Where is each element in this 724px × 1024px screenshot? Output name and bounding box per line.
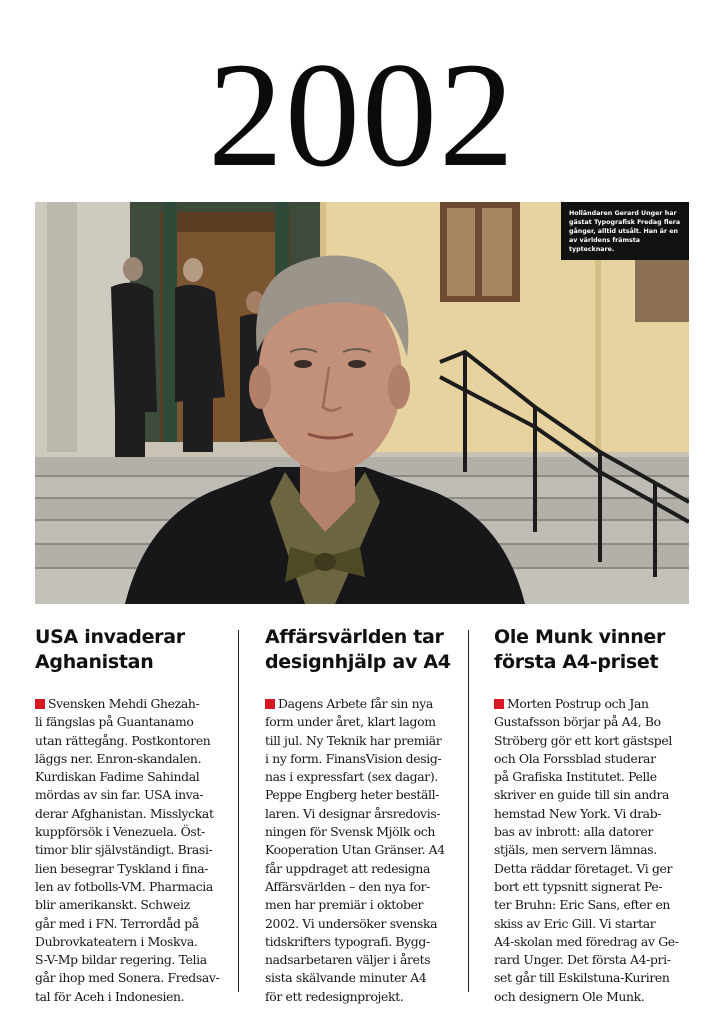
body-line [265, 915, 461, 933]
body-line-text: utan rättegång. Postkontoren [35, 732, 211, 748]
body-line-text: går ihop med Sonera. Fredsav- [35, 970, 220, 986]
body-line-text: nadsarbetaren väljer i årets [265, 952, 431, 968]
body-line-text: li fängslas på Guantanamo [35, 714, 194, 730]
body-line [35, 750, 235, 768]
body-line [494, 988, 694, 1006]
article-column-3 [494, 625, 694, 1006]
body-line [494, 841, 694, 859]
body-line [265, 695, 461, 713]
body-line [265, 933, 461, 951]
headline-line: USA invaderar [35, 626, 185, 648]
body-line [265, 951, 461, 969]
body-line [494, 896, 694, 914]
body-line [35, 933, 235, 951]
body-line-text: 2002. Vi undersöker svenska [265, 915, 438, 931]
body-line [265, 878, 461, 896]
body-line [35, 988, 235, 1006]
body-line-text: Kurdiskan Fadime Sahindal [35, 769, 200, 785]
body-line [494, 695, 694, 713]
body-line [35, 768, 235, 786]
body-line-text: hemstad New York. Vi drab- [494, 805, 662, 821]
headline-line: Ole Munk vinner [494, 626, 666, 648]
body-line [494, 713, 694, 731]
body-line-text: A4-skolan med föredrag av Ge- [494, 933, 679, 949]
headline-line: Aghanistan [35, 651, 154, 673]
body-line [494, 969, 694, 987]
body-line [265, 732, 461, 750]
body-line-text: form under året, klart lagom [265, 714, 436, 730]
red-square-bullet-icon [494, 699, 504, 709]
body-line-text: Svensken Mehdi Ghezah- [48, 696, 200, 711]
body-line-text: får uppdraget att redesigna [265, 860, 431, 876]
body-line [35, 860, 235, 878]
body-line-text: Peppe Engberg heter beställ- [265, 787, 440, 803]
article-headline [35, 625, 235, 675]
article-column-2 [265, 625, 461, 1006]
body-line-text: men har premiär i oktober [265, 897, 424, 913]
body-line-text: går med i FN. Terrordåd på [35, 915, 199, 931]
body-line [35, 915, 235, 933]
body-line-text: för ett redesignprojekt. [265, 988, 404, 1004]
body-line [35, 695, 235, 713]
body-line-text: kuppförsök i Venezuela. Öst- [35, 824, 205, 840]
body-line-text: Affärsvärlden – den nya for- [265, 878, 431, 894]
body-line [494, 805, 694, 823]
body-line-text: derar Afghanistan. Misslyckat [35, 805, 214, 821]
headline-line: första A4-priset [494, 651, 659, 673]
body-line [265, 768, 461, 786]
body-line-text: Morten Postrup och Jan [507, 696, 649, 711]
body-line [35, 805, 235, 823]
body-line [265, 823, 461, 841]
body-line-text: stjäls, men servern lämnas. [494, 842, 657, 858]
body-line [494, 768, 694, 786]
body-line [265, 750, 461, 768]
body-line-text: S-V-Mp bildar regering. Telia [35, 952, 207, 968]
body-line-text: ter Bruhn: Eric Sans, efter en [494, 897, 671, 913]
body-line [35, 713, 235, 731]
body-line-text: tal för Aceh i Indonesien. [35, 988, 185, 1004]
body-line-text: timor blir självständigt. Brasi- [35, 842, 213, 858]
body-line-text: läggs ner. Enron-skandalen. [35, 750, 202, 766]
body-line-text: skiss av Eric Gill. Vi startar [494, 915, 656, 931]
body-line-text: Gustafsson börjar på A4, Bo [494, 714, 661, 730]
headline-line: designhjälp av A4 [265, 651, 451, 673]
article-column-1 [35, 625, 235, 1006]
body-line [265, 896, 461, 914]
article-headline [494, 625, 694, 675]
body-line-text: och designern Ole Munk. [494, 988, 645, 1004]
column-divider [238, 630, 239, 992]
body-line [35, 969, 235, 987]
body-line [35, 878, 235, 896]
portrait-photo [35, 202, 689, 604]
body-line-text: Ströberg gör ett kort gästspel [494, 732, 672, 748]
body-line-text: blir amerikanskt. Schweiz [35, 897, 190, 913]
body-line [35, 951, 235, 969]
body-line-text: Dubrovkateatern i Moskva. [35, 933, 198, 949]
body-line [35, 786, 235, 804]
article-body [494, 695, 694, 1006]
body-line [494, 823, 694, 841]
body-line [494, 951, 694, 969]
body-line [494, 732, 694, 750]
body-line [494, 750, 694, 768]
year-heading: 2002 [208, 32, 516, 198]
body-line [265, 786, 461, 804]
body-line-text: mördas av sin far. USA inva- [35, 787, 204, 803]
body-line-text: till jul. Ny Teknik har premiär [265, 732, 442, 748]
body-line-text: rard Unger. Det första A4-pri- [494, 952, 671, 968]
body-line [494, 915, 694, 933]
body-line-text: i ny form. FinansVision desig- [265, 750, 442, 766]
body-line [35, 896, 235, 914]
body-line [265, 860, 461, 878]
body-line-text: laren. Vi designar årsredovis- [265, 805, 441, 821]
body-line-text: ningen för Svensk Mjölk och [265, 824, 435, 840]
body-line-text: bas av inbrott: alla datorer [494, 824, 654, 840]
column-divider [468, 630, 469, 992]
body-line-text: len av fotbolls-VM. Pharmacia [35, 878, 213, 894]
body-line-text: skriver en guide till sin andra [494, 787, 670, 803]
body-line [265, 713, 461, 731]
body-line-text: Dagens Arbete får sin nya [278, 696, 433, 711]
body-line-text: set går till Eskilstuna-Kuriren [494, 970, 670, 986]
body-line [265, 841, 461, 859]
body-line-text: lien besegrar Tyskland i fina- [35, 860, 209, 876]
body-line-text: och Ola Forssblad studerar [494, 750, 656, 766]
body-line [494, 933, 694, 951]
body-line [265, 969, 461, 987]
body-line [265, 988, 461, 1006]
body-line [35, 732, 235, 750]
article-body [35, 695, 235, 1006]
body-line [35, 841, 235, 859]
body-line-text: Detta räddar företaget. Vi ger [494, 860, 673, 876]
body-line [494, 860, 694, 878]
article-body [265, 695, 461, 1006]
red-square-bullet-icon [35, 699, 45, 709]
body-line-text: nas i expressfart (sex dagar). [265, 769, 438, 785]
body-line [494, 878, 694, 896]
body-line [265, 805, 461, 823]
red-square-bullet-icon [265, 699, 275, 709]
body-line-text: bort ett typsnitt signerat Pe- [494, 878, 663, 894]
headline-line: Affärsvärlden tar [265, 626, 444, 648]
article-headline [265, 625, 461, 675]
body-line-text: tidskrifters typografi. Bygg- [265, 933, 430, 949]
body-line [494, 786, 694, 804]
body-line-text: Kooperation Utan Gränser. A4 [265, 842, 445, 858]
photo-caption: Holländaren Gerard Unger har gästat Typografisk Fredag flera gånger, alltid utsålt. Han är en av världens främsta typtecknare. [561, 202, 689, 260]
body-line-text: på Grafiska Institutet. Pelle [494, 769, 657, 785]
body-line [35, 823, 235, 841]
body-line-text: sista skälvande minuter A4 [265, 970, 427, 986]
photo-illustration [35, 202, 689, 604]
